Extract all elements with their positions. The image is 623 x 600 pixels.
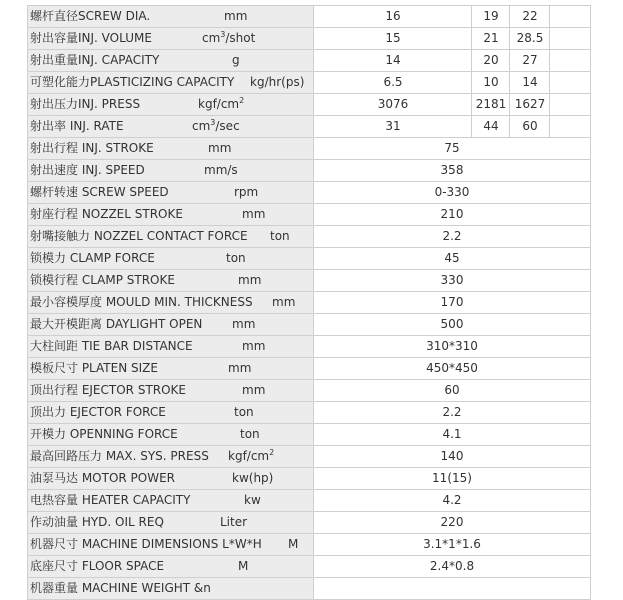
spec-label <box>27 28 313 49</box>
spec-value: 27 <box>509 50 550 71</box>
spec-row <box>27 270 591 292</box>
spec-row <box>27 512 591 534</box>
spec-label-text: 射出速度 INJ. SPEED <box>30 163 145 177</box>
spec-unit <box>228 358 251 379</box>
spec-empty-cell <box>549 116 591 137</box>
spec-row <box>27 5 591 28</box>
spec-value: 31 <box>313 116 472 137</box>
spec-unit-text: kgf/cm <box>228 449 270 463</box>
spec-unit <box>272 292 295 313</box>
spec-label-text: 射座行程 NOZZEL STROKE <box>30 207 183 221</box>
spec-row <box>27 116 591 138</box>
spec-row <box>27 336 591 358</box>
spec-row <box>27 578 591 600</box>
spec-unit-text: mm <box>242 383 266 397</box>
spec-row <box>27 314 591 336</box>
spec-label-text: 油泵马达 MOTOR POWER <box>30 471 176 485</box>
spec-unit-text: mm/s <box>204 163 238 177</box>
spec-unit-text: Liter <box>220 515 248 529</box>
spec-unit-text: M <box>238 559 249 573</box>
spec-label-text: 顶出力 EJECTOR FORCE <box>30 405 166 419</box>
spec-value: 14 <box>313 50 472 71</box>
spec-value: 2.4*0.8 <box>313 556 591 577</box>
spec-value: 44 <box>471 116 510 137</box>
spec-unit-text: kg/hr(ps) <box>250 75 305 89</box>
spec-unit-text: mm <box>272 295 296 309</box>
spec-unit-text: cm <box>192 119 211 133</box>
spec-unit <box>228 446 274 467</box>
spec-unit <box>250 72 304 93</box>
spec-empty-cell <box>549 94 591 115</box>
spec-label-text: 电热容量 HEATER CAPACITY <box>30 493 191 507</box>
spec-unit-text: kw <box>244 493 261 507</box>
spec-unit-text: M <box>288 537 299 551</box>
spec-value: 2181 <box>471 94 510 115</box>
spec-label <box>27 226 313 247</box>
spec-row <box>27 28 591 50</box>
spec-unit-text: mm <box>232 317 256 331</box>
spec-unit <box>226 248 246 269</box>
spec-label-text: 机器尺寸 MACHINE DIMENSIONS L*W*H <box>30 537 262 551</box>
spec-label-text: 机器重量 MACHINE WEIGHT &n <box>30 581 211 595</box>
spec-unit <box>198 94 244 115</box>
spec-label <box>27 314 313 335</box>
spec-value: 15 <box>313 28 472 49</box>
spec-label-text: 螺杆转速 SCREW SPEED <box>30 185 169 199</box>
spec-unit-text: mm <box>208 141 232 155</box>
spec-label-text: 最高回路压力 MAX. SYS. PRESS <box>30 449 209 463</box>
spec-unit-text: ton <box>240 427 260 441</box>
spec-unit <box>242 204 265 225</box>
spec-unit-superscript: 3 <box>220 30 226 39</box>
spec-row <box>27 248 591 270</box>
spec-label <box>27 72 313 93</box>
spec-label <box>27 204 313 225</box>
spec-unit <box>220 512 247 533</box>
spec-row <box>27 182 591 204</box>
spec-value: 20 <box>471 50 510 71</box>
spec-value: 45 <box>313 248 591 269</box>
spec-row <box>27 446 591 468</box>
spec-value: 4.2 <box>313 490 591 511</box>
spec-value: 310*310 <box>313 336 591 357</box>
spec-unit <box>208 138 231 159</box>
spec-label-text: 可塑化能力PLASTICIZING CAPACITY <box>30 75 235 89</box>
spec-label <box>27 116 313 137</box>
spec-row <box>27 468 591 490</box>
spec-unit-text: mm <box>242 207 266 221</box>
spec-value: 170 <box>313 292 591 313</box>
spec-label <box>27 6 313 27</box>
spec-label <box>27 138 313 159</box>
spec-value: 2.2 <box>313 226 591 247</box>
spec-value: 0-330 <box>313 182 591 203</box>
spec-unit-superscript: 3 <box>210 118 216 127</box>
spec-unit-text: kw(hp) <box>232 471 274 485</box>
spec-value: 21 <box>471 28 510 49</box>
spec-unit <box>224 6 247 27</box>
spec-label-text: 射出容量INJ. VOLUME <box>30 31 152 45</box>
spec-value: 16 <box>313 6 472 27</box>
spec-label-text: 锁模行程 CLAMP STROKE <box>30 273 175 287</box>
spec-value: 75 <box>313 138 591 159</box>
spec-unit-text: mm <box>238 273 262 287</box>
spec-label-text: 作动油量 HYD. OIL REQ <box>30 515 164 529</box>
spec-unit <box>192 116 240 137</box>
spec-row <box>27 556 591 578</box>
spec-unit <box>232 50 240 71</box>
spec-value: 60 <box>509 116 550 137</box>
spec-label <box>27 446 313 467</box>
spec-value: 28.5 <box>509 28 550 49</box>
spec-row <box>27 226 591 248</box>
spec-unit <box>232 468 273 489</box>
spec-label-text: 射出率 INJ. RATE <box>30 119 124 133</box>
spec-row <box>27 72 591 94</box>
spec-unit <box>238 270 261 291</box>
spec-empty-cell <box>549 72 591 93</box>
spec-value: 19 <box>471 6 510 27</box>
spec-unit-text: mm <box>242 339 266 353</box>
spec-label <box>27 94 313 115</box>
spec-empty-cell <box>549 28 591 49</box>
spec-unit <box>244 490 261 511</box>
spec-value: 2.2 <box>313 402 591 423</box>
spec-value: 500 <box>313 314 591 335</box>
spec-unit <box>202 28 255 49</box>
spec-row <box>27 358 591 380</box>
spec-value: 10 <box>471 72 510 93</box>
spec-label-text: 开模力 OPENNING FORCE <box>30 427 178 441</box>
spec-value: 22 <box>509 6 550 27</box>
spec-unit <box>232 314 255 335</box>
spec-unit-suffix: /shot <box>225 31 256 45</box>
spec-empty-cell <box>549 50 591 71</box>
spec-row <box>27 138 591 160</box>
spec-unit-superscript: 2 <box>269 448 275 457</box>
spec-value: 1627 <box>509 94 550 115</box>
spec-label-text: 射出重量INJ. CAPACITY <box>30 53 160 67</box>
spec-row <box>27 380 591 402</box>
spec-row <box>27 490 591 512</box>
spec-label <box>27 424 313 445</box>
spec-empty-cell <box>549 6 591 27</box>
spec-unit <box>204 160 238 181</box>
spec-table <box>27 5 591 600</box>
spec-label <box>27 182 313 203</box>
spec-value: 60 <box>313 380 591 401</box>
spec-label-text: 射嘴接触力 NOZZEL CONTACT FORCE <box>30 229 248 243</box>
spec-unit-text: ton <box>270 229 290 243</box>
spec-unit-text: g <box>232 53 240 67</box>
spec-row <box>27 204 591 226</box>
spec-label-text: 模板尺寸 PLATEN SIZE <box>30 361 158 375</box>
spec-value: 3076 <box>313 94 472 115</box>
spec-value: 3.1*1*1.6 <box>313 534 591 555</box>
spec-unit <box>240 424 260 445</box>
spec-label-text: 最小容模厚度 MOULD MIN. THICKNESS <box>30 295 253 309</box>
spec-value: 140 <box>313 446 591 467</box>
spec-value: 450*450 <box>313 358 591 379</box>
spec-row <box>27 50 591 72</box>
spec-label-text: 射出行程 INJ. STROKE <box>30 141 154 155</box>
spec-unit <box>238 556 248 577</box>
spec-unit-text: kgf/cm <box>198 97 240 111</box>
spec-label-text: 底座尺寸 FLOOR SPACE <box>30 559 165 573</box>
spec-label <box>27 270 313 291</box>
spec-row <box>27 160 591 182</box>
spec-label <box>27 160 313 181</box>
spec-value: 210 <box>313 204 591 225</box>
spec-unit <box>242 336 265 357</box>
spec-value: 11(15) <box>313 468 591 489</box>
spec-unit-text: cm <box>202 31 221 45</box>
spec-unit <box>288 534 298 555</box>
spec-unit-text: mm <box>228 361 252 375</box>
spec-label <box>27 512 313 533</box>
spec-value: 220 <box>313 512 591 533</box>
spec-label <box>27 402 313 423</box>
spec-row <box>27 534 591 556</box>
spec-label-text: 螺杆直径SCREW DIA. <box>30 9 151 23</box>
spec-row <box>27 94 591 116</box>
spec-label <box>27 380 313 401</box>
spec-label-text: 射出压力INJ. PRESS <box>30 97 141 111</box>
spec-label <box>27 468 313 489</box>
spec-row <box>27 292 591 314</box>
spec-label <box>27 50 313 71</box>
spec-label <box>27 490 313 511</box>
spec-unit-text: ton <box>226 251 246 265</box>
spec-unit-superscript: 2 <box>239 96 245 105</box>
spec-value: 14 <box>509 72 550 93</box>
spec-row <box>27 402 591 424</box>
spec-label <box>27 292 313 313</box>
spec-label <box>27 336 313 357</box>
spec-value: 6.5 <box>313 72 472 93</box>
spec-label-text: 锁模力 CLAMP FORCE <box>30 251 155 265</box>
spec-value: 358 <box>313 160 591 181</box>
spec-label-text: 顶出行程 EJECTOR STROKE <box>30 383 187 397</box>
spec-unit <box>234 182 258 203</box>
spec-unit-text: ton <box>234 405 254 419</box>
spec-unit <box>270 226 290 247</box>
spec-label <box>27 358 313 379</box>
spec-value: 330 <box>313 270 591 291</box>
spec-label-text: 大柱间距 TIE BAR DISTANCE <box>30 339 193 353</box>
spec-label <box>27 556 313 577</box>
spec-unit-text: mm <box>224 9 248 23</box>
spec-unit-text: rpm <box>234 185 259 199</box>
spec-unit <box>242 380 265 401</box>
spec-label-text: 最大开模距离 DAYLIGHT OPEN <box>30 317 203 331</box>
spec-label <box>27 534 313 555</box>
spec-unit <box>234 402 254 423</box>
spec-label <box>27 248 313 269</box>
spec-unit-suffix: /sec <box>215 119 240 133</box>
spec-row <box>27 424 591 446</box>
spec-value: 4.1 <box>313 424 591 445</box>
